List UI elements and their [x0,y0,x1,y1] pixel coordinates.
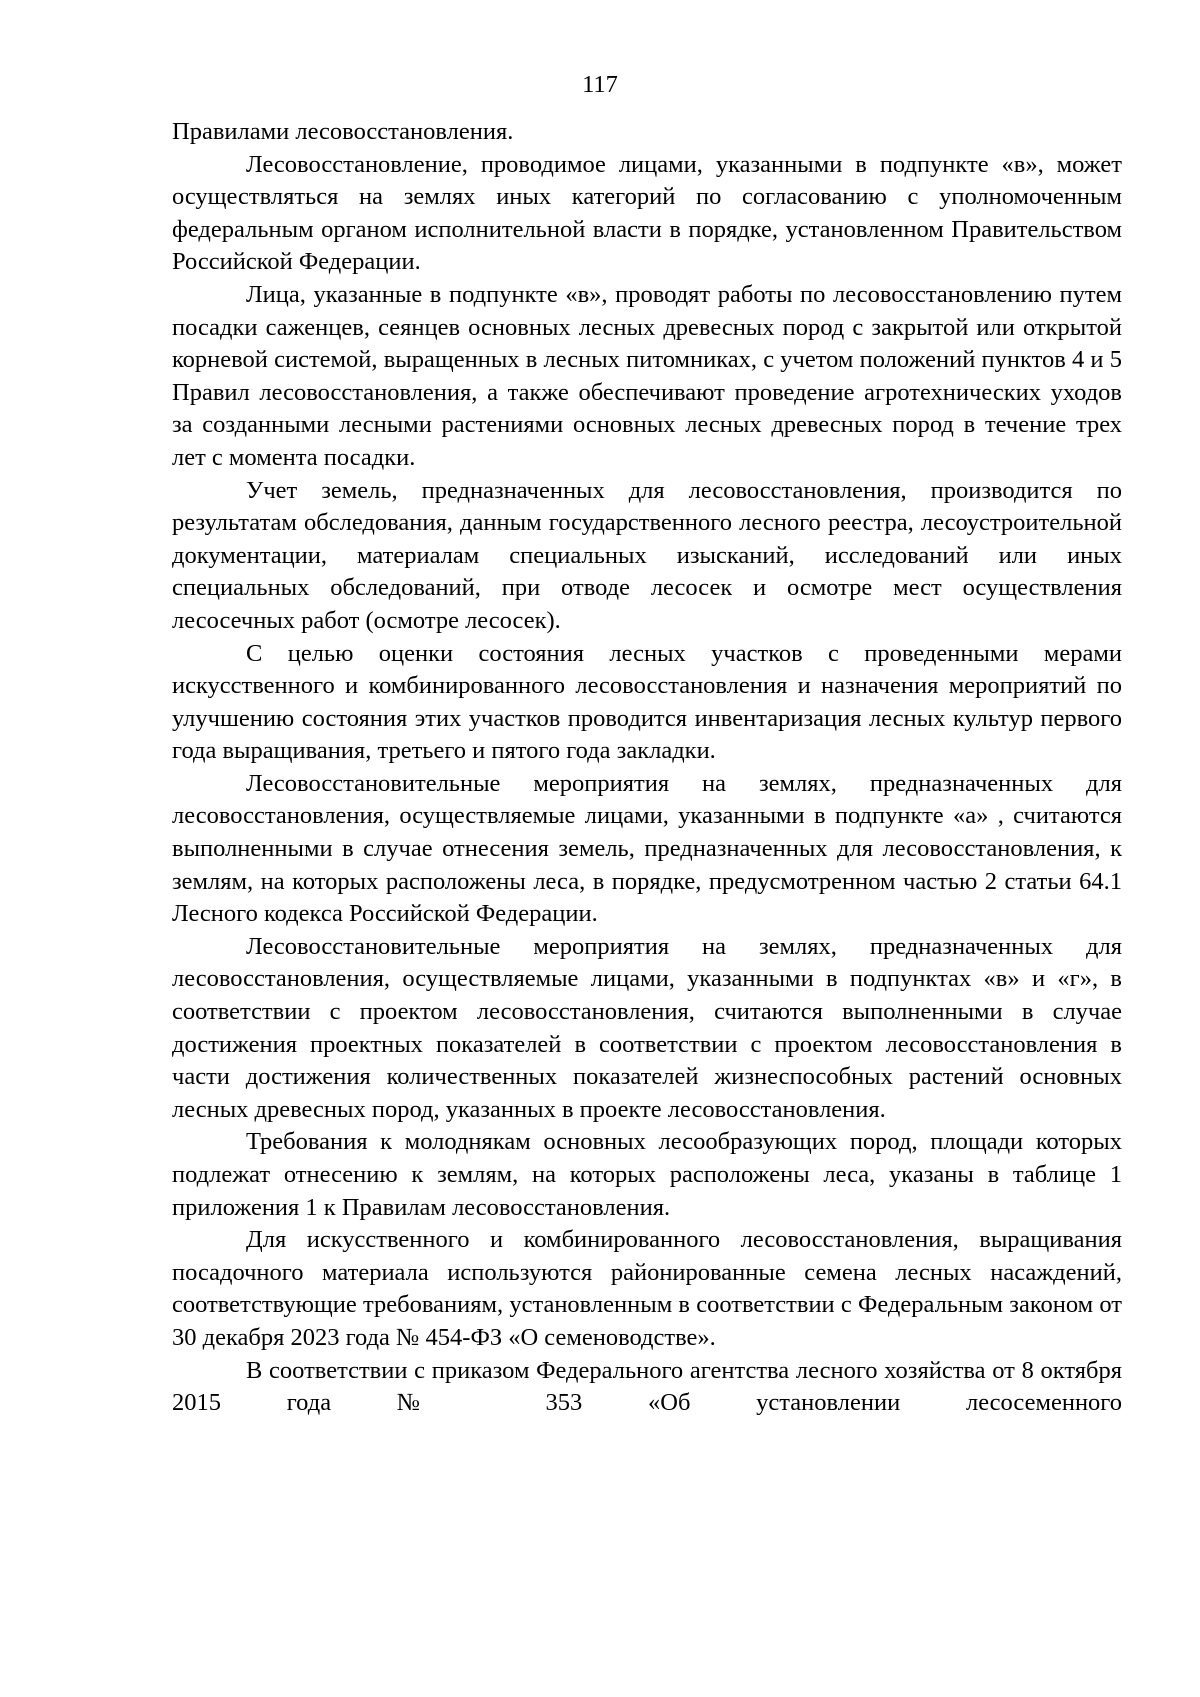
paragraph: Лица, указанные в подпункте «в», проводят работы по лесовосстановлению путем посадки саженцев, сеянцев основных лесных древесных пород с закрытой или открытой корневой системой, выращенных в лесных питомниках, с учетом положений пунктов 4 и 5 Правил лесовосстановления, а также обеспечивают проведение агротехнических уходов за созданными лесными растениями основных лесных древесных пород в течение трех лет с момента посадки. [172,280,1122,471]
paragraph-continuation: Правилами лесовосстановления. [172,118,514,145]
paragraph: Лесовосстановительные мероприятия на землях, предназначенных для лесовосстановления, осуществляемые лицами, указанными в подпункте «а» , считаются выполненными в случае отнесения земель, предназначенных для лесовосстановления, к землям, на которых расположены леса, в порядке, предусмотренном частью 2 статьи 64.1 Лесного кодекса Российской Федерации. [172,769,1122,928]
document-body [172,116,1122,1420]
paragraph: С целью оценки состояния лесных участков с проведенными мерами искусственного и комбинированного лесовосстановления и назначения мероприятий по улучшению состояния этих участков проводится инвентаризация лесных культур первого года выращивания, третьего и пятого года закладки. [172,639,1122,765]
paragraph: Лесовосстановление, проводимое лицами, указанными в подпункте «в», может осуществляться на землях иных категорий по согласованию с уполномоченным федеральным органом исполнительной власти в порядке, установленном Правительством Российской Федерации. [172,150,1122,276]
paragraph-continued-next-page: В соответствии с приказом Федерального агентства лесного хозяйства от 8 октября 2015 года № 353 «Об установлении лесосеменного [172,1356,1122,1417]
paragraph: Лесовосстановительные мероприятия на землях, предназначенных для лесовосстановления, осуществляемые лицами, указанными в подпунктах «в» и «г», в соответствии с проектом лесовосстановления, считаются выполненными в случае достижения проектных показателей в соответствии с проектом лесовосстановления в части достижения количественных показателей жизнеспособных растений основных лесных древесных пород, указанных в проекте лесовосстановления. [172,932,1122,1123]
paragraph: Учет земель, предназначенных для лесовосстановления, производится по результатам обследования, данным государственного лесного реестра, лесоустроительной документации, материалам специальных изысканий, исследований или иных специальных обследований, при отводе лесосек и осмотре мест осуществления лесосечных работ (осмотре лесосек). [172,476,1122,634]
paragraph: Для искусственного и комбинированного лесовосстановления, выращивания посадочного материала используются районированные семена лесных насаждений, соответствующие требованиям, установленным в соответствии с Федеральным законом от 30 декабря 2023 года № 454-ФЗ «О семеноводстве». [172,1226,1122,1351]
page-number: 117 [582,71,618,98]
paragraph: Требования к молоднякам основных лесообразующих пород, площади которых подлежат отнесению к землям, на которых расположены леса, указаны в таблице 1 приложения 1 к Правилам лесовосстановления. [172,1128,1122,1221]
